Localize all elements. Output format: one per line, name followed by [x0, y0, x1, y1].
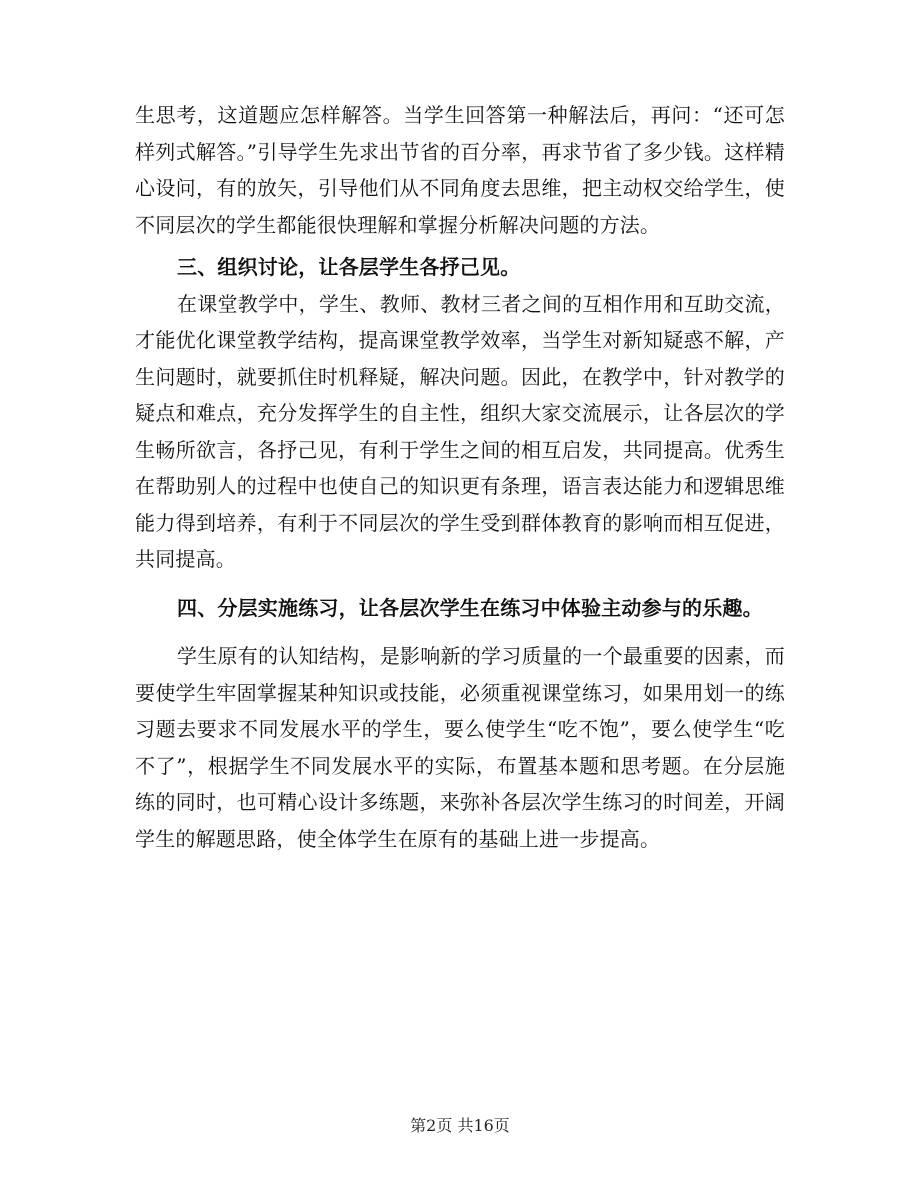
paragraph-practice: 学生原有的认知结构，是影响新的学习质量的一个最重要的因素，而要使学生牢固掌握某种知识或技能，必须重视课堂练习，如果用划一的练习题去要求不同发展水平的学生，要么使学生“吃不饱”，要么使学生“吃不了”，根据学生不同发展水平的实际，布置基本题和思考题。在分层施练的同时，也可精心设计多练题，来弥补各层次学生练习的时间差，开阔学生的解题思路，使全体学生在原有的基础上进一步提高。	[135, 644, 785, 851]
section-heading-4: 四、分层实施练习，让各层次学生在练习中体验主动参与的乐趣。	[177, 595, 763, 620]
page-number: 第2页 共16页	[410, 1116, 510, 1135]
section-heading-3: 三、组织讨论，让各层学生各抒己见。	[177, 255, 521, 279]
paragraph-discussion: 在课堂教学中，学生、教师、教材三者之间的互相作用和互助交流，才能优化课堂教学结构，提高课堂教学效率，当学生对新知疑惑不解，产生问题时，就要抓住时机释疑，解决问题。因此，在教学中，针对教学的疑点和难点，充分发挥学生的自主性，组织大家交流展示，让各层次的学生畅所欲言，各抒己见，有利于学生之间的相互启发，共同提高。优秀生在帮助别人的过程中也使自己的知识更有条理，语言表达能力和逻辑思维能力得到培养，有利于不同层次的学生受到群体教育的影响而相互促进，共同提高。	[135, 291, 785, 571]
document-body	[135, 97, 785, 857]
paragraph-continuation: 生思考，这道题应怎样解答。当学生回答第一种解法后，再问：“还可怎样列式解答。”引导学生先求出节省的百分率，再求节省了多少钱。这样精心设问，有的放矢，引导他们从不同角度去思维，把主动权交给学生，使不同层次的学生都能很快理解和掌握分析解决问题的方法。	[135, 103, 785, 237]
